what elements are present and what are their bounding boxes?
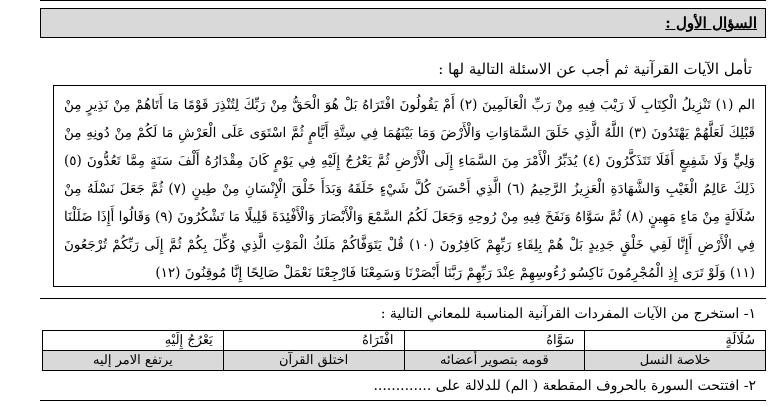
section-divider xyxy=(40,298,766,299)
question-1-prompt: ١- استخرج من الآيات المفردات القرآنية المناسبة للمعاني التالية : xyxy=(380,306,756,322)
question-header xyxy=(40,8,766,38)
vocab-words-row xyxy=(43,331,766,351)
top-divider xyxy=(40,0,766,5)
question-title: السؤال الأول : xyxy=(665,14,757,32)
vocab-meaning: اختلق القرآن xyxy=(223,351,404,371)
vocab-meanings-row xyxy=(43,351,766,371)
question-2-prompt: ٢- افتتحت السورة بالحروف المقطعة ( الم) للدلالة على ............. xyxy=(373,378,756,394)
vocab-meaning: يرتفع الامر إليه xyxy=(43,351,224,371)
instruction-text: تأمل الآيات القرآنية ثم أجب عن الاسئلة التالية لها : xyxy=(438,60,752,78)
vocab-meaning: خلاصة النسل xyxy=(585,351,766,371)
vocab-word: افْتَرَاهُ xyxy=(223,331,404,351)
vocab-word: سَوَّاهُ xyxy=(404,331,585,351)
quran-verses: الم (١) تَنْزِيلُ الْكِتَابِ لَا رَيْبَ فِيهِ مِنْ رَبِّ الْعَالَمِينَ (٢) أَمْ يَقُولُونَ افْتَرَاهُ بَلْ هُوَ الْحَقُّ مِنْ رَبِّكَ لِتُنْذِرَ قَوْمًا مَا أَتَاهُمْ مِنْ نَذِيرٍ مِنْ قَبْلِكَ لَعَلَّهُمْ يَهْتَدُونَ (٣) اللَّهُ الَّذِي خَلَقَ السَّمَاوَاتِ وَالْأَرْضَ وَمَا بَيْنَهُمَا فِي سِتَّةِ أَيَّامٍ ثُمَّ اسْتَوَى عَلَى الْعَرْشِ مَا لَكُمْ مِنْ دُونِهِ مِنْ وَلِيٍّ وَلَا شَفِيعٍ أَفَلَا تَتَذَكَّرُونَ (٤) يُدَبِّرُ الْأَمْرَ مِنَ السَّمَاءِ إِلَى الْأَرْضِ ثُمَّ يَعْرُجُ إِلَيْهِ فِي يَوْمٍ كَانَ مِقْدَارُهُ أَلْفَ سَنَةٍ مِمَّا تَعُدُّونَ (٥) ذَلِكَ عَالِمُ الْغَيْبِ وَالشَّهَادَةِ الْعَزِيزُ الرَّحِيمُ (٦) الَّذِي أَحْسَنَ كُلَّ شَيْءٍ خَلَقَهُ وَبَدَأَ خَلْقَ الْإِنْسَانِ مِنْ طِينٍ (٧) ثُمَّ جَعَلَ نَسْلَهُ مِنْ سُلَالَةٍ مِنْ مَاءٍ مَهِينٍ (٨) ثُمَّ سَوَّاهُ وَنَفَخَ فِيهِ مِنْ رُوحِهِ وَجَعَلَ لَكُمُ السَّمْعَ وَالْأَبْصَارَ وَالْأَفْئِدَةَ قَلِيلًا مَا تَشْكُرُونَ (٩) وَقَالُوا أَإِذَا ضَلَلْنَا فِي الْأَرْضِ أَإِنَّا لَفِي خَلْقٍ جَدِيدٍ بَلْ هُمْ بِلِقَاءِ رَبِّهِمْ كَافِرُونَ (١٠) قُلْ يَتَوَفَّاكُمْ مَلَكُ الْمَوْتِ الَّذِي وُكِّلَ بِكُمْ ثُمَّ إِلَى رَبِّكُمْ تُرْجَعُونَ (١١) وَلَوْ تَرَى إِذِ الْمُجْرِمُونَ نَاكِسُو رُءُوسِهِمْ عِنْدَ رَبِّهِمْ رَبَّنَا أَبْصَرْنَا وَسَمِعْنَا فَارْجِعْنَا نَعْمَلْ صَالِحًا إِنَّا مُوقِنُونَ (١٢) xyxy=(64,97,756,281)
quran-passage-box xyxy=(53,85,766,287)
vocab-word: يَعْرُجُ إِلَيْهِ xyxy=(43,331,224,351)
vocab-word: سُلَالَةٍ xyxy=(585,331,766,351)
bottom-divider xyxy=(40,400,766,406)
vocabulary-table xyxy=(42,330,766,371)
vocab-meaning: قومه بتصوير أعضائه xyxy=(404,351,585,371)
